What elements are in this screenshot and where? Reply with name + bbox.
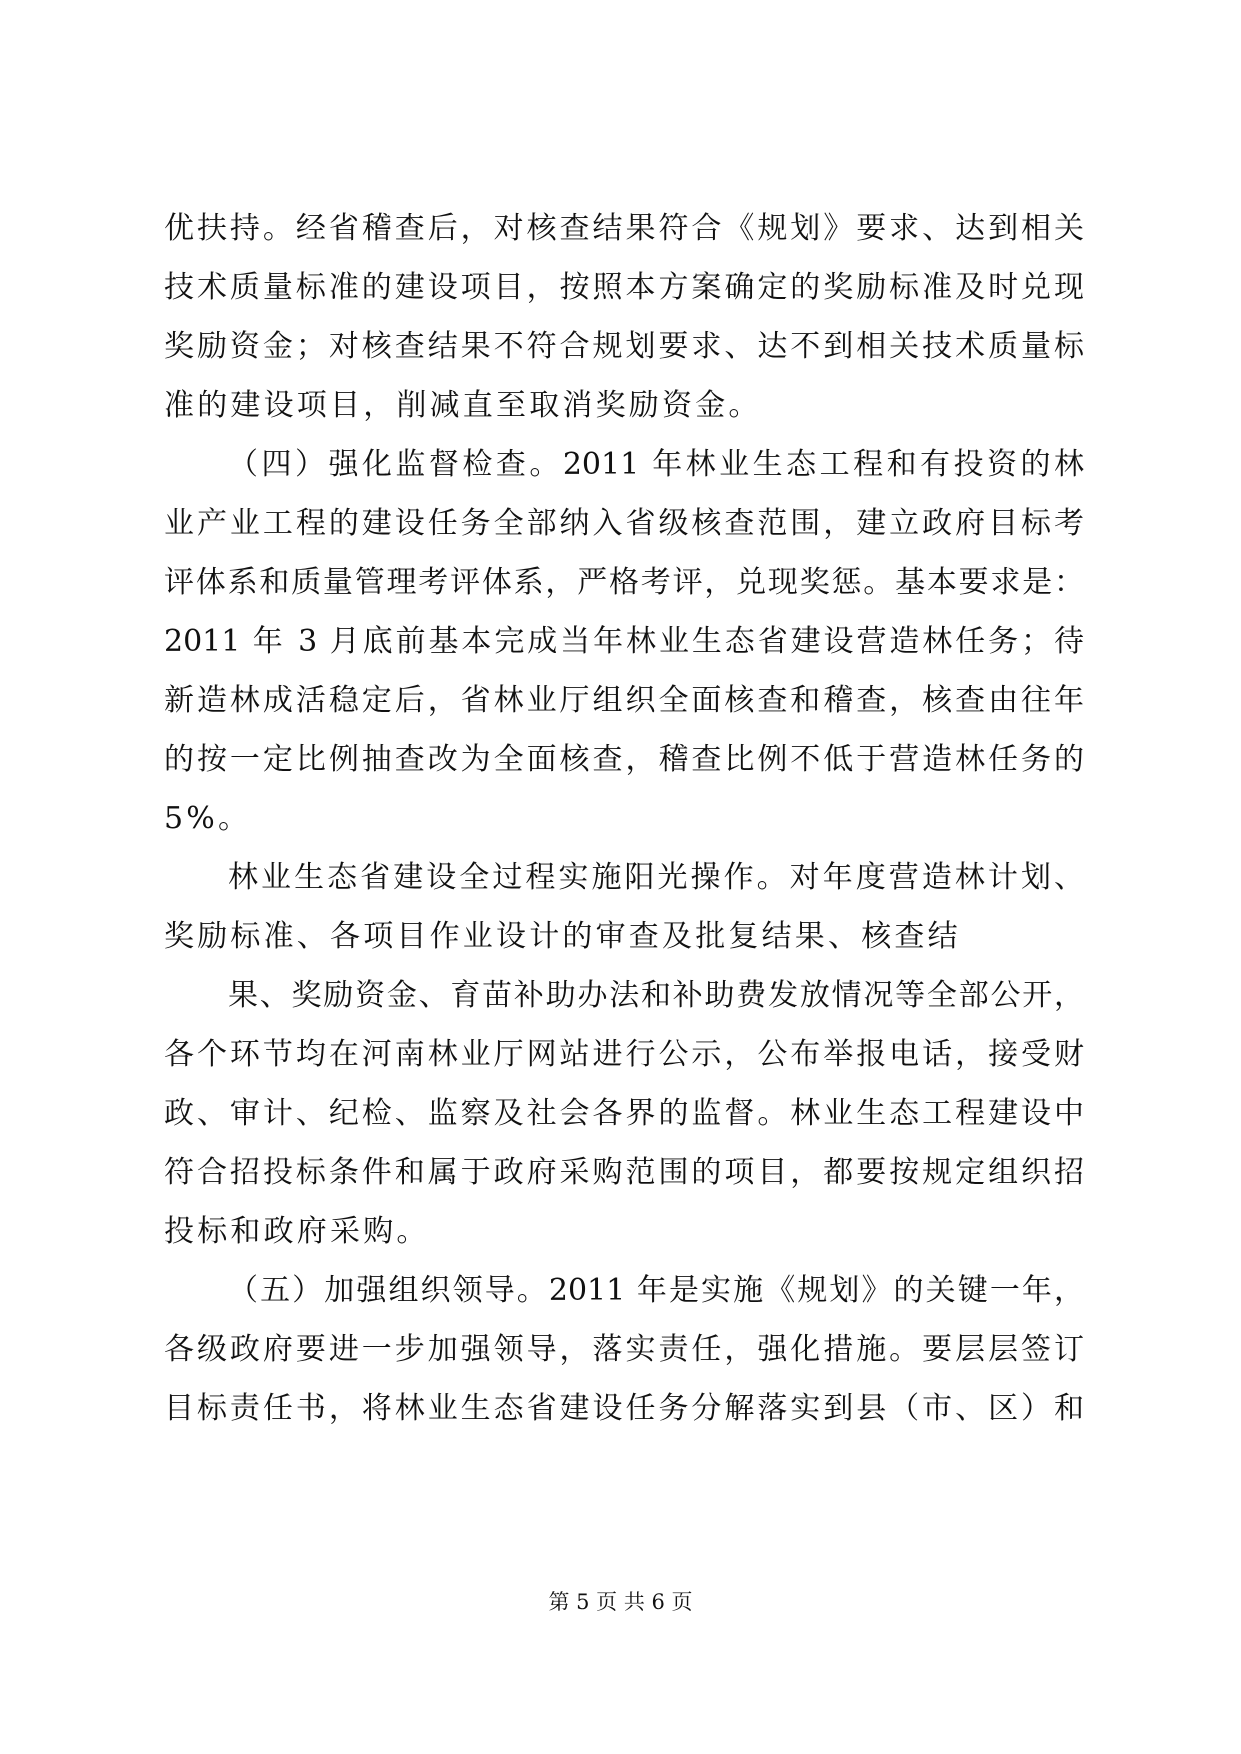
text-line: 奖励标准、各项目作业设计的审查及批复结果、核查结 bbox=[164, 919, 961, 954]
text-line: 果、奖励资金、育苗补助办法和补助费发放情况等全部公开， bbox=[228, 978, 1084, 1013]
text-line: 新造林成活稳定后，省林业厅组织全面核查和稽查，核查由往年 bbox=[164, 683, 1084, 718]
page-footer: 第 5 页 共 6 页 bbox=[548, 1590, 693, 1614]
text-line: 各级政府要进一步加强领导，落实责任，强化措施。要层层签订 bbox=[164, 1332, 1084, 1367]
text-line: 评体系和质量管理考评体系，严格考评，兑现奖惩。基本要求是： bbox=[164, 565, 1084, 600]
text-line: 的按一定比例抽查改为全面核查，稽查比例不低于营造林任务的 bbox=[164, 742, 1084, 777]
text-line: 政、审计、纪检、监察及社会各界的监督。林业生态工程建设中 bbox=[164, 1096, 1084, 1131]
text-line: 林业生态省建设全过程实施阳光操作。对年度营造林计划、 bbox=[228, 860, 1084, 895]
text-line: 业产业工程的建设任务全部纳入省级核查范围，建立政府目标考 bbox=[164, 506, 1084, 541]
text-line: 准的建设项目，削减直至取消奖励资金。 bbox=[164, 388, 762, 423]
text-line: 奖励资金；对核查结果不符合规划要求、达不到相关技术质量标 bbox=[164, 329, 1084, 364]
text-line: （五）加强组织领导。2011 年是实施《规划》的关键一年， bbox=[228, 1273, 1084, 1308]
text-line: 目标责任书，将林业生态省建设任务分解落实到县（市、区）和 bbox=[164, 1391, 1084, 1426]
text-line: 投标和政府采购。 bbox=[164, 1214, 430, 1249]
text-line: 2011 年 3 月底前基本完成当年林业生态省建设营造林任务；待 bbox=[164, 624, 1084, 659]
text-line: 各个环节均在河南林业厅网站进行公示，公布举报电话，接受财 bbox=[164, 1037, 1084, 1072]
text-line: 优扶持。经省稽查后，对核查结果符合《规划》要求、达到相关 bbox=[164, 211, 1084, 246]
text-line: 符合招投标条件和属于政府采购范围的项目，都要按规定组织招 bbox=[164, 1155, 1084, 1190]
text-line: 技术质量标准的建设项目，按照本方案确定的奖励标准及时兑现 bbox=[164, 270, 1084, 305]
text-line: 5%。 bbox=[164, 801, 252, 836]
text-line: （四）强化监督检查。2011 年林业生态工程和有投资的林 bbox=[228, 447, 1084, 482]
